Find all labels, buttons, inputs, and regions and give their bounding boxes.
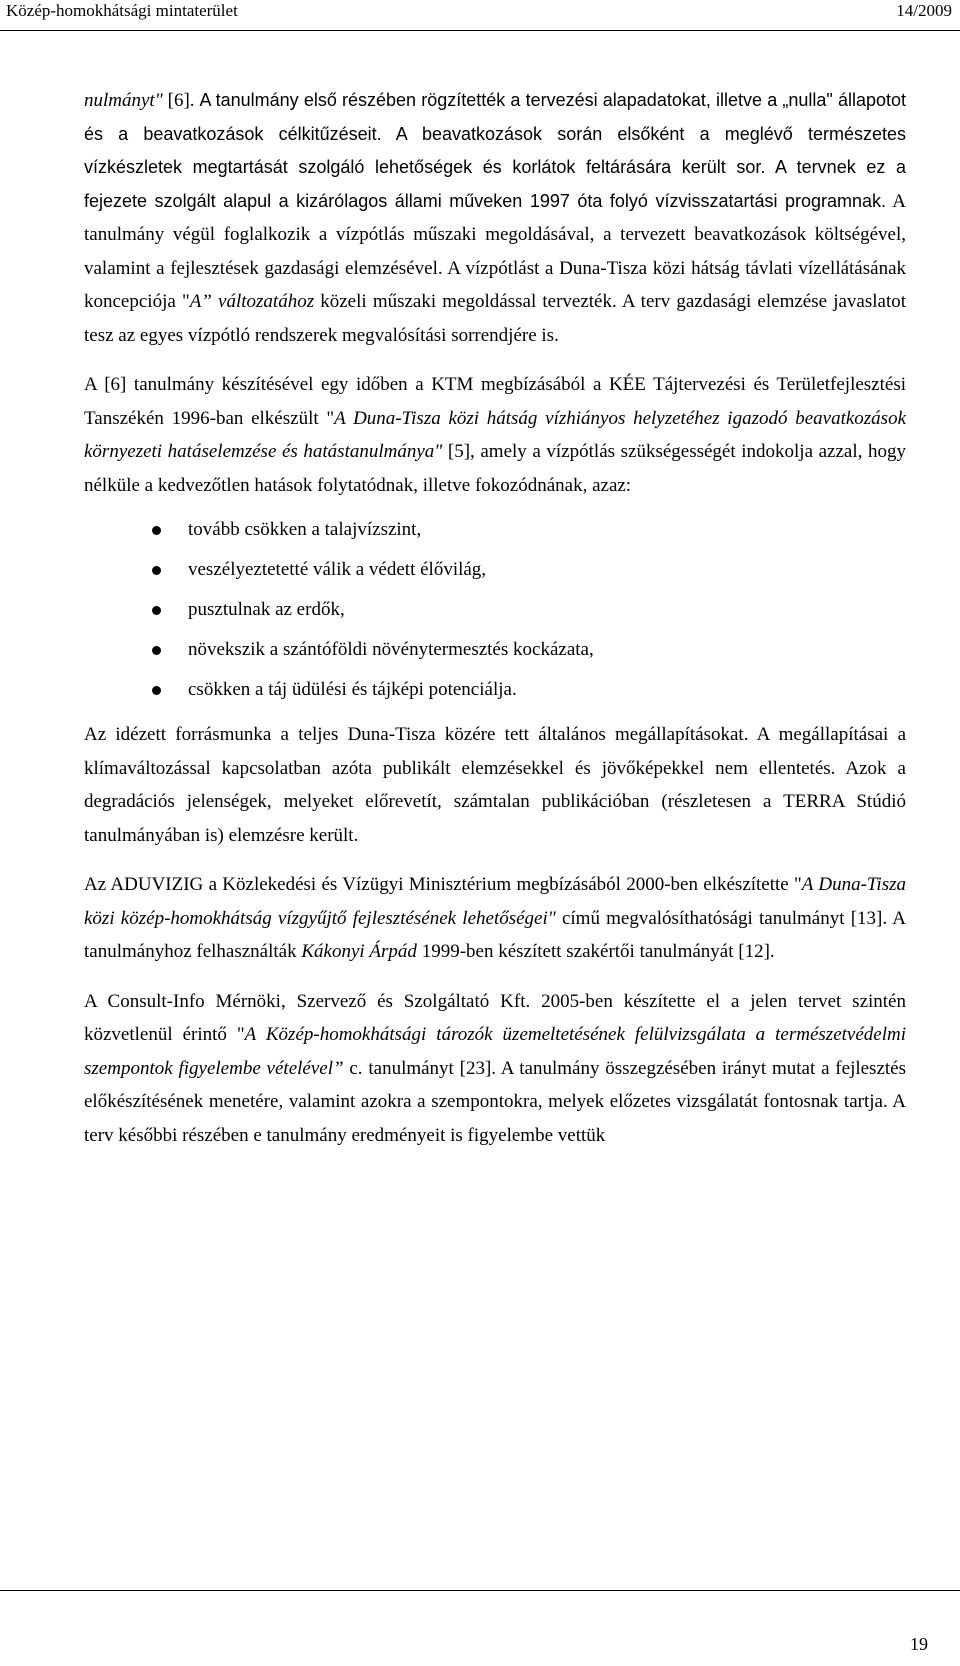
text-run: A Közép-homokhátsági tározók üzemeltetésének felülvizsgálata a természetvédelmi szempontok figyelembe vételével” [84,1024,906,1079]
text-run: Az idézett forrásmunka a teljes Duna-Tisza közére tett általános megállapításokat. A megállapításai a klímaváltozással kapcsolatban azóta publikált elemzésekkel és jövőképekkel nem ellentetés. Azok a degradációs jelenségek, melyeket előrevetít, számtalan publikációban (részletesen a TERRA Stúdió tanulmányában is) elemzésre került. [84,724,906,846]
page-number: 19 [910,1634,928,1654]
bullet-icon [152,646,161,655]
bullet-icon [152,566,161,575]
text-run: A [6] tanulmány készítésével egy időben a KTM megbízásából a KÉE Tájtervezési és Területfejlesztési Tanszékén 1996-ban elkészült " [84,374,906,429]
page-header [0,0,960,36]
text-run: A Consult-Info Mérnöki, Szervező és Szolgáltató Kft. 2005-ben készítette el a jelen tervet szintén közvetlenül érintő " [84,990,906,1045]
paragraph-1 [84,84,906,352]
page-footer [0,1590,960,1666]
bullet-icon [152,686,161,695]
header-title: Közép-homokhátsági mintaterület [6,1,238,20]
list-item: veszélyeztetetté válik a védett élővilág, [84,550,906,590]
paragraph-4 [84,868,906,969]
paragraph-2 [84,368,906,502]
text-run: A Duna-Tisza közi hátság vízhiányos helyzetéhez igazodó beavatkozások környezeti hatáselemzése és hatástanulmánya" [84,407,907,462]
header-rule [0,30,960,31]
text-run: Kákonyi Árpád [301,941,417,962]
paragraph-3 [84,718,906,852]
document-body [84,84,906,1152]
list-item: csökken a táj üdülési és tájképi potenciálja. [84,670,906,710]
text-run: A tanulmány első részében rögzítették a tervezési alapadatokat, illetve a „nulla" állapotot és a beavatkozások célkitűzéseit. A beavatkozások során elsőként a meglévő természetes vízkészletek megtartását szolgáló lehetőségek és korlátok feltárására került sor. A tervnek ez a fejezete szolgált alapul a kizárólagos állami műveken 1997 óta folyó vízvisszatartási programnak. [84,90,906,211]
text-run: 1999-ben készített szakértői tanulmányát [12]. [416,941,775,962]
list-item: növekszik a szántóföldi növénytermesztés kockázata, [84,630,906,670]
list-item: pusztulnak az erdők, [84,590,906,630]
text-run: Az ADUVIZIG a Közlekedési és Vízügyi Minisztérium megbízásából 2000-ben elkészítette " [84,874,802,895]
text-run: A” változatához [189,291,315,312]
text-run: c. tanulmányt [23]. A tanulmány összegzésében irányt mutat a fejlesztés előkészítésének menetére, valamint azokra a szempontokra, melyek előzetes vizsgálatát fontosnak tartja. A terv későbbi részében e tanulmány eredményeit is figyelembe vettük [84,1057,906,1146]
footer-rule [0,1590,960,1591]
text-run: közeli műszaki megoldással tervezték. A terv gazdasági elemzése javaslatot tesz az egyes vízpótló rendszerek megvalósítási sorrendjére is. [84,291,907,346]
text-run: A Duna-Tisza közi közép-homokhátság vízgyűjtő fejlesztésének lehetőségei" [84,874,906,929]
text-run: [6]. [162,90,200,111]
text-run: című megvalósíthatósági tanulmányt [13]. A tanulmányhoz felhasználták [84,907,906,962]
text-run: [5], amely a vízpótlás szükségességét indokolja azzal, hogy nélküle a kedvezőtlen hatások folytatódnak, illetve fokozódnának, azaz: [84,441,906,496]
text-run: A tanulmány végül foglalkozik a vízpótlás műszaki megoldásával, a tervezett beavatkozások költségével, valamint a fejlesztések gazdasági elemzésével. A vízpótlást a Duna-Tisza közi hátság távlati vízellátásának koncepciója " [84,190,906,312]
header-issue: 14/2009 [896,1,952,20]
effects-list [84,510,906,710]
list-item: tovább csökken a talajvízszint, [84,510,906,550]
bullet-icon [152,526,161,535]
bullet-icon [152,606,161,615]
paragraph-5 [84,985,906,1153]
text-run: nulmányt" [84,90,163,111]
